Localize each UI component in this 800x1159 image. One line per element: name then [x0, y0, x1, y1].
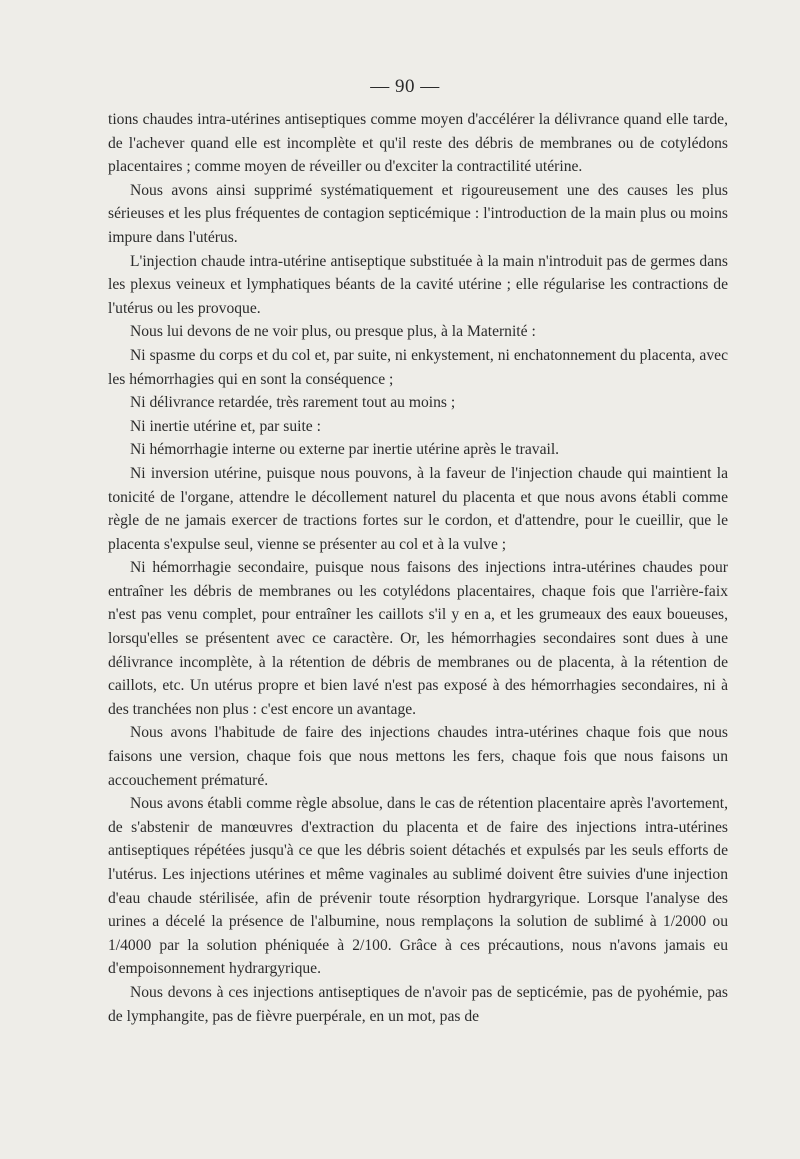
paragraph-continuation: tions chaudes intra-utérines antiseptiques comme moyen d'accélérer la délivrance quand elle tarde, de l'achever quand elle est incomplète et qu'il reste des débris de membranes ou de cotylédons placentaires ; comme moyen de réveiller ou d'exciter la contractilité utérine.	[108, 111, 728, 176]
page-number: — 90 —	[370, 76, 440, 97]
paragraph: Nous avons ainsi supprimé systématiquement et rigoureusement une des causes les plus sérieuses et les plus fréquentes de contagion septicémique : l'introduction de la main plus ou moins impure dans l'utérus.	[108, 181, 728, 246]
list-item: Ni inversion utérine, puisque nous pouvons, à la faveur de l'injection chaude qui maintient la tonicité de l'organe, attendre le décollement naturel du placenta et que nous avons établi comme règle de ne jamais exercer de tractions fortes sur le cordon, et d'attendre, pour le cueillir, que le placenta s'expulse seul, vienne se présenter au col et à la vulve ;	[108, 464, 728, 553]
list-item: Ni hémorrhagie secondaire, puisque nous faisons des injections intra-utérines chaudes pour entraîner les débris de membranes ou les cotylédons placentaires, chaque fois que l'arrière-faix n'est pas venu complet, pour entraîner les caillots s'il y en a, et les grumeaux des eaux boueuses, lorsqu'elles se présentent avec ce caractère. Or, les hémorrhagies secondaires sont dues à une délivrance incomplète, à la rétention de débris de membranes ou de placenta, à la rétention de caillots, etc. Un utérus propre et bien lavé n'est pas exposé à des hémorrhagies secondaires, ni à des tranchées non plus : c'est encore un avantage.	[108, 559, 728, 718]
paragraph: Nous devons à ces injections antiseptiques de n'avoir pas de septicémie, pas de pyohémie, pas de lymphangite, pas de fièvre puerpérale, en un mot, pas de	[108, 983, 728, 1025]
paragraph: L'injection chaude intra-utérine antiseptique substituée à la main n'introduit pas de germes dans les plexus veineux et lymphatiques béants de la cavité utérine ; elle régularise les contractions de l'utérus ou les provoque.	[108, 252, 728, 317]
paragraph: Nous avons l'habitude de faire des injections chaudes intra-utérines chaque fois que nous faisons une version, chaque fois que nous mettons les fers, chaque fois que nous faisons un accouchement prématuré.	[108, 724, 728, 789]
list-item: Ni délivrance retardée, très rarement tout au moins ;	[130, 394, 456, 412]
list-item: Ni inertie utérine et, par suite :	[130, 417, 321, 435]
paragraph: Nous lui devons de ne voir plus, ou presque plus, à la Maternité :	[130, 323, 536, 341]
list-item: Ni spasme du corps et du col et, par suite, ni enkystement, ni enchatonnement du placenta, avec les hémorrhagies qui en sont la conséquence ;	[108, 346, 728, 388]
paragraph: Nous avons établi comme règle absolue, dans le cas de rétention placentaire après l'avortement, de s'abstenir de manœuvres d'extraction du placenta et de faire des injections intra-utérines antiseptiques répétées jusqu'à ce que les débris soient détachés et expulsés par les seuls efforts de l'utérus. Les injections utérines et même vaginales au sublimé doivent être suivies d'une injection d'eau chaude stérilisée, afin de prévenir toute résorption hydrargyrique. Lorsque l'analyse des urines a décelé la présence de l'albumine, nous remplaçons la solution de sublimé à 1/2000 ou 1/4000 par la solution phéniquée à 2/100. Grâce à ces précautions, nous n'avons jamais eu d'empoisonnement hydrargyrique.	[108, 795, 728, 978]
list-item: Ni hémorrhagie interne ou externe par inertie utérine après le travail.	[130, 441, 560, 459]
body-text	[108, 108, 728, 1028]
